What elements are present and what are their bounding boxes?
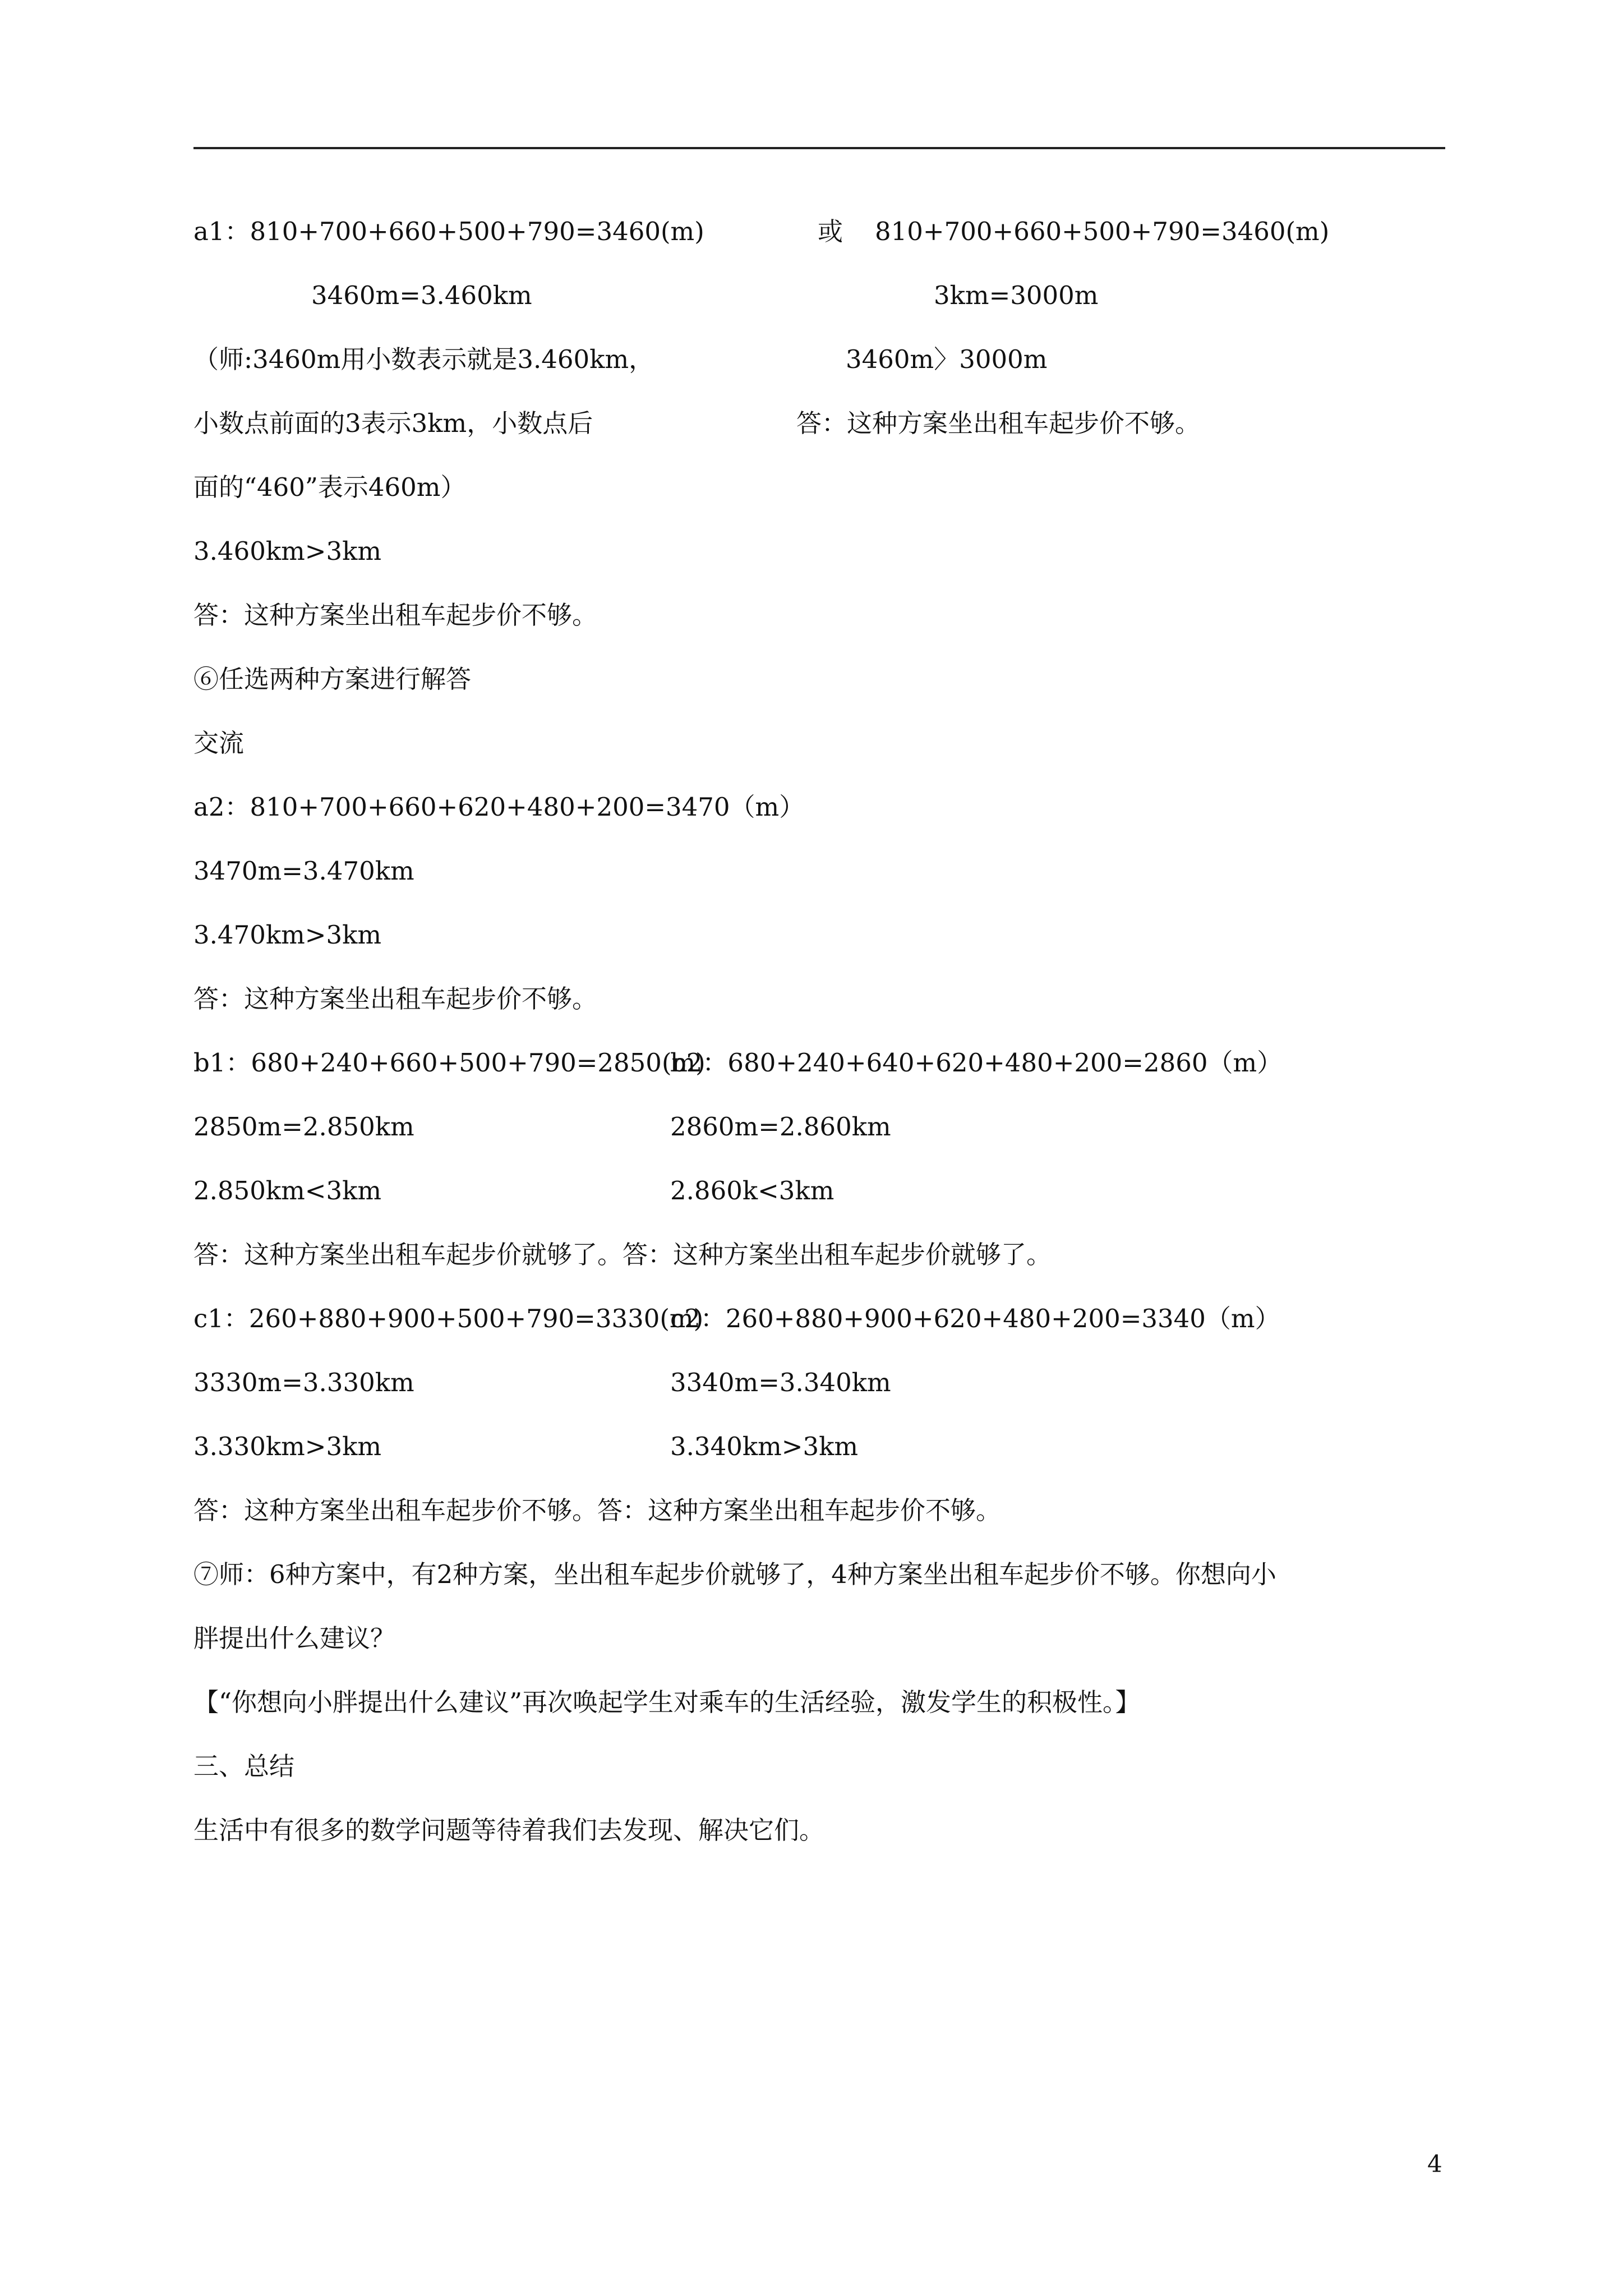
text-line: 3460m〉3000m: [846, 344, 1048, 374]
text-line: 2850m=2.850km: [193, 1112, 414, 1142]
text-line: 3km=3000m: [934, 280, 1099, 310]
text-line: c2：260+880+900+620+480+200=3340（m）: [670, 1304, 1280, 1333]
text-line: 3.470km>3km: [193, 920, 382, 950]
text-line: 生活中有很多的数学问题等待着我们去发现、解决它们。: [193, 1815, 825, 1845]
text-line: 答：这种方案坐出租车起步价不够。: [193, 984, 598, 1014]
text-line: b1：680+240+660+500+790=2850(m): [193, 1048, 706, 1078]
text-line: 2860m=2.860km: [670, 1112, 891, 1142]
text-line: 3.340km>3km: [670, 1432, 859, 1461]
text-line: 【“你想向小胖提出什么建议”再次唤起学生对乘车的生活经验，激发学生的积极性。】: [193, 1687, 1141, 1717]
text-line: 答：这种方案坐出租车起步价不够。: [796, 408, 1201, 438]
page-number: 4: [1427, 2150, 1442, 2178]
text-line: 3.460km>3km: [193, 536, 382, 566]
text-line: ⑦师：6种方案中，有2种方案，坐出租车起步价就够了，4种方案坐出租车起步价不够。你想向小: [193, 1559, 1276, 1589]
text-line: b2：680+240+640+620+480+200=2860（m）: [670, 1048, 1283, 1078]
header-rule: [193, 147, 1445, 149]
text-line: c1：260+880+900+500+790=3330(m): [193, 1304, 704, 1333]
text-line: a1：810+700+660+500+790=3460(m): [193, 217, 704, 246]
text-line: 810+700+660+500+790=3460(m): [875, 217, 1330, 246]
text-line: 3340m=3.340km: [670, 1368, 891, 1397]
text-line: （师:3460m用小数表示就是3.460km，: [193, 344, 654, 374]
text-line: 小数点前面的3表示3km，小数点后: [193, 408, 593, 438]
text-line: 或: [818, 217, 843, 246]
text-line: 答：这种方案坐出租车起步价不够。: [193, 600, 598, 630]
text-line: ⑥任选两种方案进行解答: [193, 664, 472, 694]
text-line: 胖提出什么建议？: [193, 1623, 396, 1653]
text-line: 2.860k<3km: [670, 1176, 834, 1205]
text-line: 3460m=3.460km: [311, 280, 532, 310]
text-line: a2：810+700+660+620+480+200=3470（m）: [193, 792, 805, 822]
text-line: 3.330km>3km: [193, 1432, 382, 1461]
text-line: 答：这种方案坐出租车起步价不够。答：这种方案坐出租车起步价不够。: [193, 1496, 1002, 1525]
text-line: 2.850km<3km: [193, 1176, 382, 1205]
text-line: 3470m=3.470km: [193, 856, 414, 886]
text-line: 三、总结: [193, 1751, 295, 1781]
text-line: 面的“460”表示460m）: [193, 472, 466, 502]
text-line: 答：这种方案坐出租车起步价就够了。答：这种方案坐出租车起步价就够了。: [193, 1240, 1052, 1269]
text-line: 交流: [193, 728, 245, 758]
text-line: 3330m=3.330km: [193, 1368, 414, 1397]
